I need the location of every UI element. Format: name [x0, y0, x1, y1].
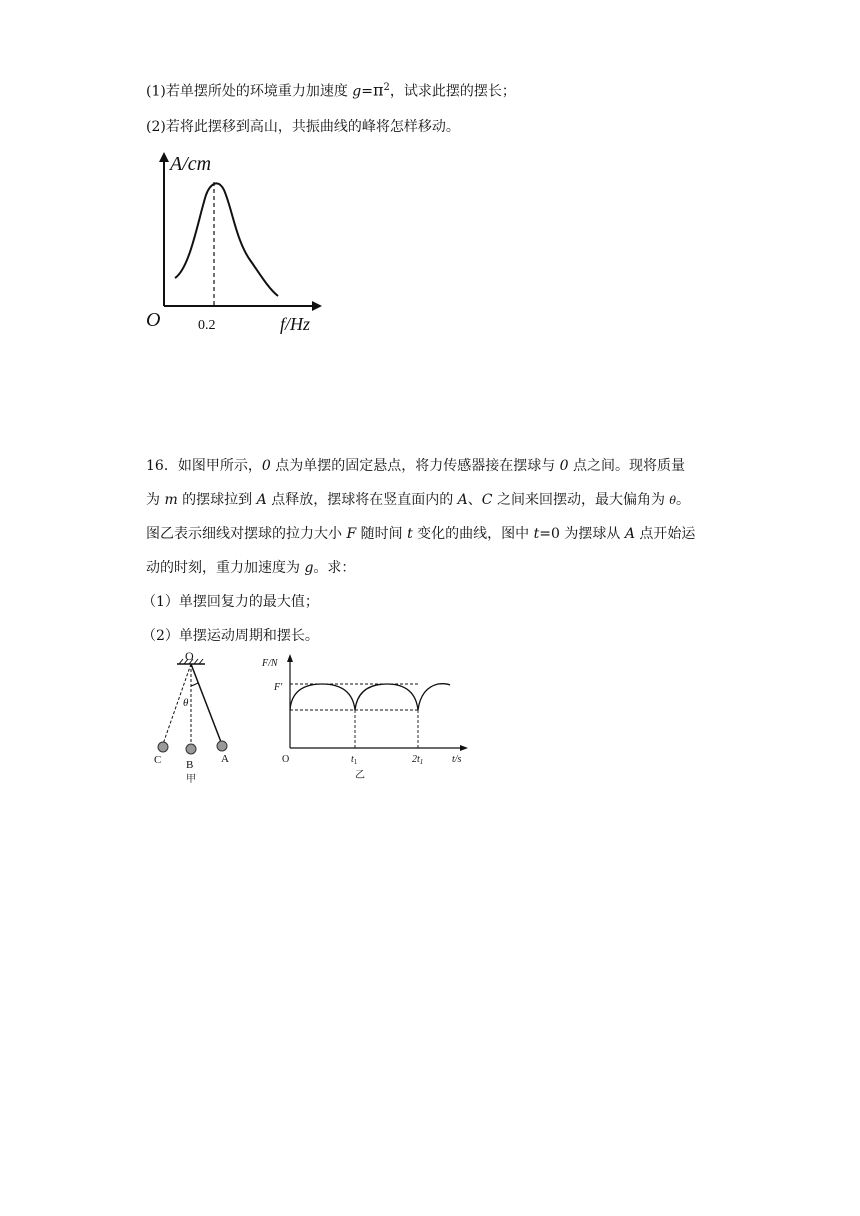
label-C: C: [154, 754, 162, 766]
q16-sub2: （2）单摆运动周期和摆长。: [142, 628, 319, 644]
y-axis-label: F/N: [262, 658, 278, 669]
x-axis-arrow: [460, 745, 468, 751]
string-to-A: [191, 664, 221, 742]
label-A: A: [221, 753, 229, 765]
x-axis-arrow: [312, 301, 322, 311]
peak-tick-label: 0.2: [198, 318, 216, 333]
force-curve: [290, 684, 450, 710]
y-axis-label: A/cm: [170, 153, 212, 175]
angle-arc: [191, 683, 198, 686]
pivot-label: O: [185, 649, 194, 663]
force-time-graph: [260, 652, 480, 787]
q16-line4: 动的时刻，重力加速度为 g。求：: [146, 560, 356, 576]
q16-line3: 图乙表示细线对摆球的拉力大小 F 随时间 t 变化的曲线，图中 t=0 为摆球从 A 点开始运: [146, 526, 696, 542]
bob-B: [186, 744, 196, 754]
pendulum-figure: [145, 648, 245, 788]
y-axis-arrow: [287, 654, 293, 662]
label-B: B: [186, 759, 194, 771]
bob-A: [217, 741, 227, 751]
x-axis-label: t/s: [452, 754, 462, 765]
caption-yi: 乙: [355, 770, 365, 781]
origin-label: O: [146, 309, 161, 331]
origin-label: O: [282, 754, 290, 765]
bob-C: [158, 742, 168, 752]
F-max-label: F': [274, 682, 283, 693]
resonance-curve: [175, 183, 278, 296]
theta-label: θ: [183, 697, 189, 709]
t1-label: $t_1$: [351, 754, 358, 766]
caption-jia: 甲: [186, 774, 196, 785]
q16-line1: 16．如图甲所示，0 点为单摆的固定悬点，将力传感器接在摆球与 0 点之间。现将质量: [146, 458, 686, 474]
resonance-curve-graph: [140, 150, 340, 340]
y-axis-arrow: [159, 152, 169, 162]
q16-line2: 为 m 的摆球拉到 A 点释放，摆球将在竖直面内的 A、C 之间来回摆动，最大偏角为 θ。: [146, 492, 691, 508]
q16-sub1: （1）单摆回复力的最大值；: [142, 594, 319, 610]
t2-label: $2t_1$: [412, 754, 424, 766]
q15-sub1: (1)若单摆所处的环境重力加速度 $g=\pi^2$，试求此摆的摆长；: [146, 80, 516, 100]
q15-sub2: (2)若将此摆移到高山，共振曲线的峰将怎样移动。: [146, 119, 460, 135]
x-axis-label: f/Hz: [280, 314, 311, 334]
